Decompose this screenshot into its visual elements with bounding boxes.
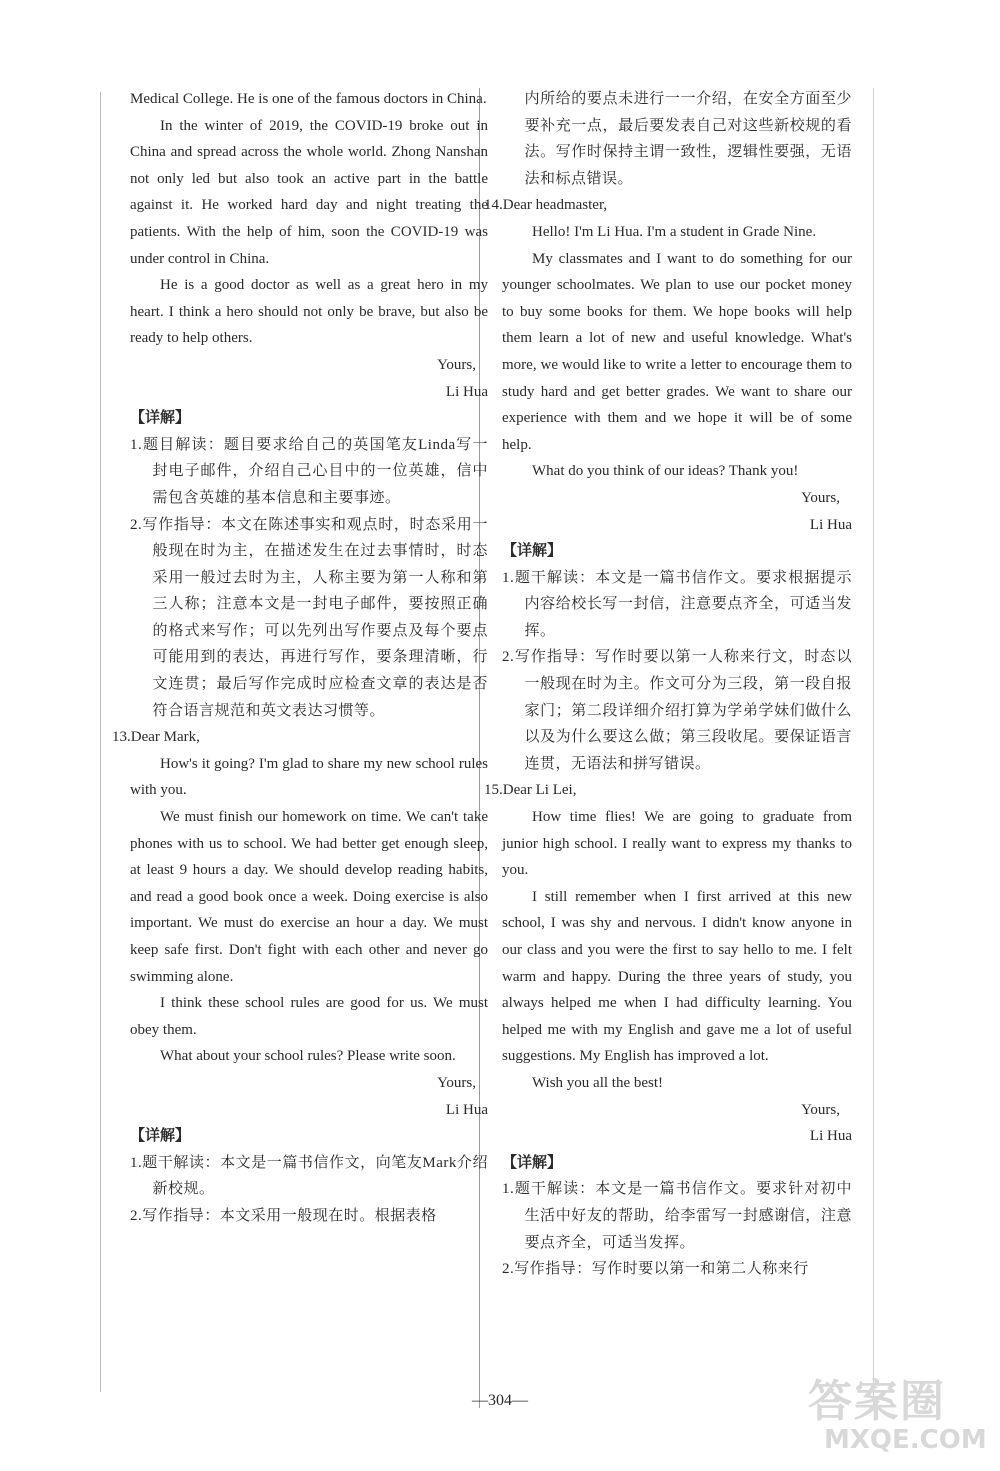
detail14-item-2: 2.写作指导：写作时要以第一人称来行文，时态以一般现在时为主。作文可分为三段，第一段自报家门；第二段详细介绍打算为学弟学妹们做什么以及为什么要这么做；第三段收尾。要保证语言连贯，无语法和拼写错误。 bbox=[502, 649, 852, 772]
detail13-continuation: 内所给的要点未进行一一介绍，在安全方面至少要补充一点，最后要发表自己对这些新校规的看法。写作时保持主谓一致性，逻辑性要强，无语法和标点错误。 bbox=[524, 91, 852, 187]
q14-salutation: 14.Dear headmaster, bbox=[484, 197, 608, 214]
q15-closing: Yours, bbox=[801, 1101, 840, 1118]
q13-closing: Yours, bbox=[437, 1074, 476, 1091]
q13-salutation: 13.Dear Mark, bbox=[112, 729, 200, 746]
detail12-item-1: 1.题目解读：题目要求给自己的英国笔友Linda写一封电子邮件，介绍自己心目中的一位英雄，信中需包含英雄的基本信息和主要事迹。 bbox=[130, 436, 488, 506]
q13-paragraph-1: How's it going? I'm glad to share my new school rules with you. bbox=[130, 755, 488, 799]
detail15-heading: 【详解】 bbox=[502, 1154, 563, 1171]
detail12-heading: 【详解】 bbox=[130, 410, 191, 427]
q13-paragraph-2: We must finish our homework on time. We can't take phones with us to school. We had better get enough sleep, at least 9 hours a day. We should develop reading habits, and read a good book once a week. Doing exercise is also important. We must do exercise an hour a day. We must keep safe first. Don't fight with each other and never go swimming alone. bbox=[130, 809, 488, 985]
detail13-item-2: 2.写作指导：本文采用一般现在时。根据表格 bbox=[130, 1207, 437, 1224]
q15-paragraph-1: How time flies! We are going to graduate from junior high school. I really want to express my thanks to you. bbox=[502, 809, 852, 879]
left-column bbox=[112, 86, 488, 1230]
detail13-heading: 【详解】 bbox=[130, 1128, 191, 1145]
detail14-heading: 【详解】 bbox=[502, 543, 563, 560]
q14-paragraph-1: Hello! I'm Li Hua. I'm a student in Grade Nine. bbox=[532, 223, 817, 240]
q15-paragraph-3: Wish you all the best! bbox=[532, 1074, 664, 1091]
detail15-item-2: 2.写作指导：写作时要以第一和第二人称来行 bbox=[502, 1261, 809, 1278]
q15-salutation: 15.Dear Li Lei, bbox=[484, 782, 577, 799]
q14-closing: Yours, bbox=[801, 489, 840, 506]
q13-signature: Li Hua bbox=[445, 1101, 488, 1118]
letter12-continuation: Medical College. He is one of the famous doctors in China. bbox=[130, 91, 487, 107]
page-number: —304— bbox=[472, 1392, 528, 1409]
detail12-item-2: 2.写作指导：本文在陈述事实和观点时，时态采用一般现在时为主，在描述发生在过去事情时，时态采用一般过去时为主，人称主要为第一人称和第三人称；注意本文是一封电子邮件，要按照正确的格式来写作；可以先列出写作要点及每个要点可能用到的表达，再进行写作，要条理清晰，行文连贯；最后写作完成时应检查文章的表达是否符合语言规范和英文表达习惯等。 bbox=[130, 516, 488, 719]
q13-paragraph-4: What about your school rules? Please write soon. bbox=[160, 1048, 456, 1065]
watermark-main-text: 答案圈 bbox=[808, 1376, 946, 1427]
watermark-logo bbox=[808, 1378, 988, 1458]
q14-paragraph-2: My classmates and I want to do something for our younger schoolmates. We plan to use our pocket money to buy some books for them. We hope books will help them learn a lot of new and useful knowledge. What's more, we would like to write a letter to encourage them to study hard and get better grades. We want to share our experience with them and we hope it will be of some help. bbox=[502, 250, 852, 453]
watermark-sub-text: MXQE.COM bbox=[824, 1425, 987, 1455]
q14-paragraph-3: What do you think of our ideas? Thank you! bbox=[532, 463, 799, 480]
detail15-item-1: 1.题干解读：本文是一篇书信作文。要求针对初中生活中好友的帮助，给李雷写一封感谢信，注意要点齐全，可适当发挥。 bbox=[502, 1181, 852, 1251]
left-margin-line bbox=[100, 92, 101, 1392]
q14-signature: Li Hua bbox=[809, 516, 852, 533]
letter12-signature: Li Hua bbox=[445, 383, 488, 400]
q15-signature: Li Hua bbox=[809, 1128, 852, 1145]
letter12-closing: Yours, bbox=[437, 356, 476, 373]
q13-paragraph-3: I think these school rules are good for us. We must obey them. bbox=[130, 995, 488, 1038]
right-column bbox=[484, 86, 852, 1283]
letter12-paragraph-1: In the winter of 2019, the COVID-19 broke out in China and spread across the whole world. Zhong Nanshan not only led but also took an active part in the battle against it. He worked hard day and night treating the patients. With the help of him, soon the COVID-19 was under control in China. bbox=[130, 117, 488, 267]
detail14-item-1: 1.题干解读：本文是一篇书信作文。要求根据提示内容给校长写一封信，注意要点齐全，可适当发挥。 bbox=[502, 569, 852, 639]
letter12-paragraph-2: He is a good doctor as well as a great hero in my heart. I think a hero should not only be brave, but also be ready to help others. bbox=[130, 277, 488, 347]
right-margin-line bbox=[873, 88, 874, 1408]
q15-paragraph-2: I still remember when I first arrived at this new school, I was shy and nervous. I didn't know anyone in our class and you were the first to say hello to me. I felt warm and happy. During the three years of study, you always helped me when I had difficulty learning. You helped me with my English and gave me a lot of useful suggestions. My English has improved a lot. bbox=[502, 888, 852, 1065]
detail13-item-1: 1.题干解读：本文是一篇书信作文，向笔友Mark介绍新校规。 bbox=[130, 1154, 488, 1198]
